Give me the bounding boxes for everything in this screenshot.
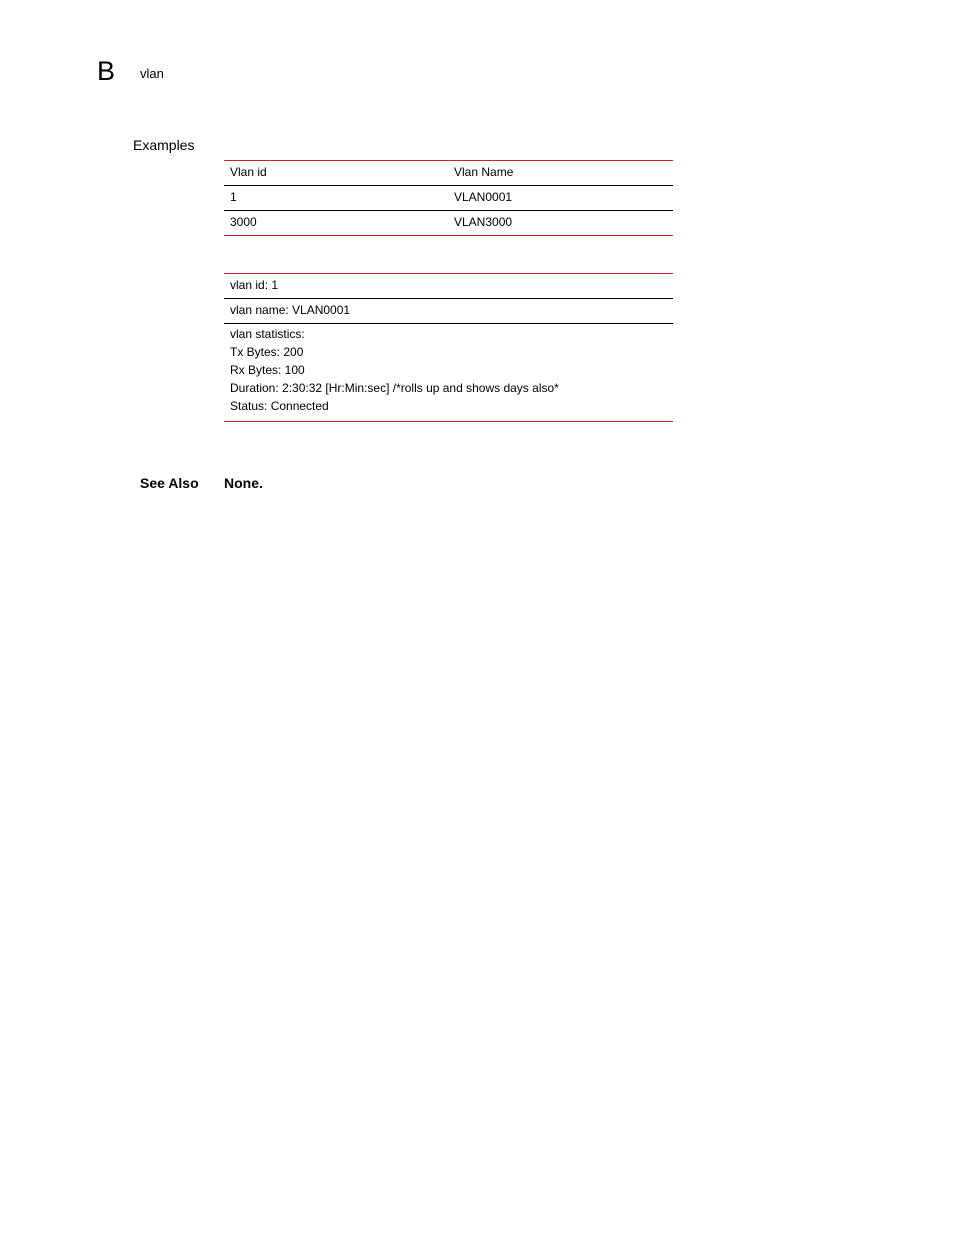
vlan-stats-table bbox=[224, 273, 673, 422]
table-row bbox=[224, 211, 673, 236]
table-row bbox=[224, 324, 673, 422]
table-row bbox=[224, 299, 673, 324]
table-cell-vlan-name: vlan name: VLAN0001 bbox=[224, 299, 673, 324]
table-cell-vlan-name: VLAN3000 bbox=[448, 211, 673, 236]
stats-line: Rx Bytes: 100 bbox=[230, 363, 305, 377]
table-row bbox=[224, 186, 673, 211]
stats-line: vlan statistics: bbox=[230, 327, 305, 341]
stats-line: Duration: 2:30:32 [Hr:Min:sec] /*rolls up and shows days also* bbox=[230, 381, 559, 395]
table-cell-vlan-id: vlan id: 1 bbox=[224, 274, 673, 299]
table-cell-vlan-id: 1 bbox=[224, 186, 448, 211]
stats-line: Tx Bytes: 200 bbox=[230, 345, 304, 359]
chapter-letter: B bbox=[97, 56, 116, 86]
header-cell-vlan-id: Vlan id bbox=[224, 161, 448, 186]
see-also-heading: See Also bbox=[140, 475, 199, 491]
header-cell-vlan-name: Vlan Name bbox=[448, 161, 673, 186]
table-header-row bbox=[224, 161, 673, 186]
stats-line: Status: Connected bbox=[230, 399, 329, 413]
examples-heading: Examples bbox=[133, 137, 195, 153]
see-also-text: None. bbox=[224, 475, 263, 491]
running-head: vlan bbox=[140, 66, 164, 81]
table-row bbox=[224, 274, 673, 299]
vlan-table bbox=[224, 160, 673, 236]
table-cell-vlan-statistics bbox=[224, 324, 673, 422]
table-cell-vlan-name: VLAN0001 bbox=[448, 186, 673, 211]
table-cell-vlan-id: 3000 bbox=[224, 211, 448, 236]
